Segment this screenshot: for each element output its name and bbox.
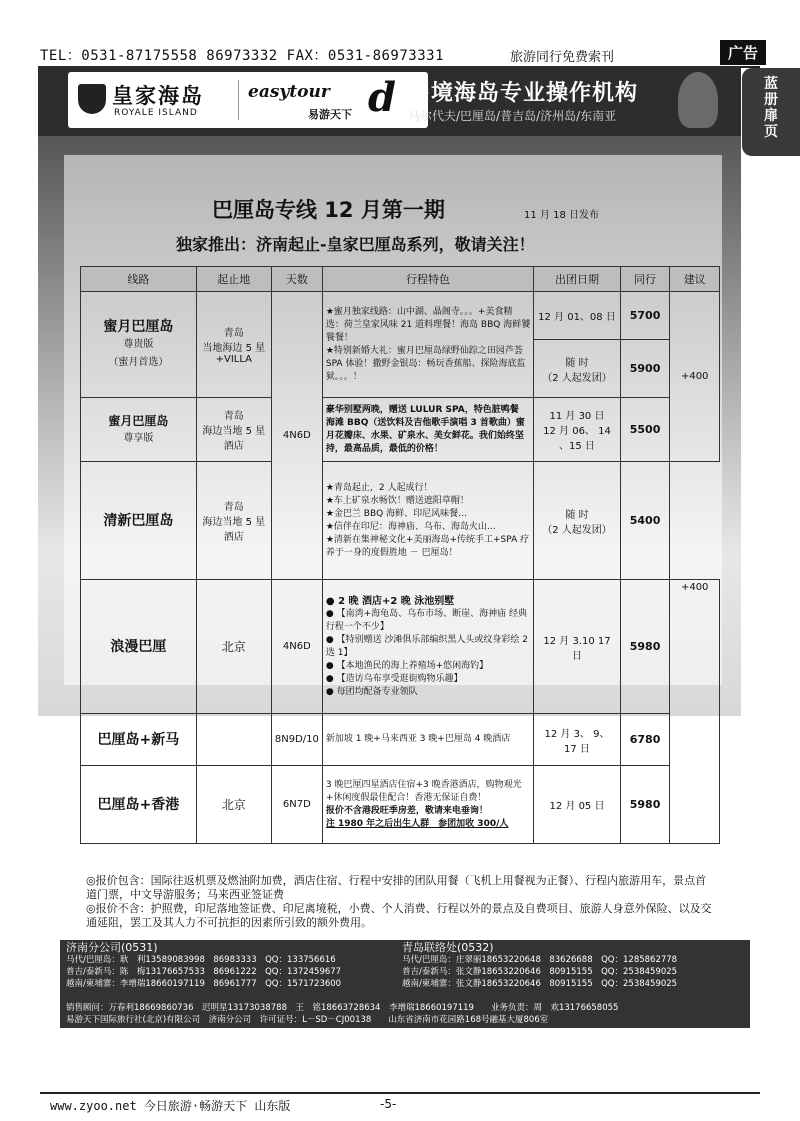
feature-line: ● 【造访乌布享受逛街购物乐趣】 [325,673,463,684]
feature-line: 新加坡 1 晚+马来西亚 3 晚+巴厘岛 4 晚酒店 [325,734,511,744]
header-features: 行程特色 [322,267,533,292]
table-row [81,714,720,766]
routes-table [80,266,720,844]
feature-line: ★金巴兰 BBQ 海鲜、印尼风味餐… [325,508,468,519]
contact-line: 越南/柬埔寨：张文静18653220646 80915155 QQ：2538459025 [402,979,678,989]
price-notes [86,874,716,930]
ad-label: 广告 [720,40,766,65]
feature-line: ★信伴在印尼：海神庙、乌布、海岛火山… [325,521,496,532]
route-price: 5900 [620,340,670,398]
excluded-note: ◎报价不含：护照费，印尼落地签证费、印尼离境税，小费、个人消费、行程以外的景点及自费项目、旅游人身意外保险、以及交通延阻，罢工及其人力不可抗拒的因素所引致的额外费用。 [86,902,712,929]
route-dates: 12 月 05 日 [534,766,620,844]
route-price: 5980 [620,580,670,714]
phone-fax: TEL：0531-87175558 86973332 FAX：0531-86973331 [40,48,445,64]
publish-date: 11 月 18 日发布 [524,210,599,221]
subtitle: 独家推出：济南起止-皇家巴厘岛系列，敬请关注！ [176,235,535,254]
table-row [81,580,720,714]
table-header [81,267,720,292]
route-price: 5700 [620,292,670,340]
route-origin: 北京 [196,766,271,844]
feature-line: 报价不含港段旺季房差，敬请来电垂询！ [325,805,488,816]
route-name: 巴厘岛+香港 [81,766,197,844]
logo-box [68,72,428,128]
route-name [81,398,197,462]
contact-bottom [66,1002,618,1026]
header-dates: 出团日期 [534,267,620,292]
qingdao-contacts [402,942,677,990]
contact-line: 越南/柬埔寨：李增瑞18660197119 86961777 QQ：1571723600 [66,979,342,989]
route-name: 浪漫巴厘 [81,580,197,714]
header-route: 线路 [81,267,197,292]
sales-line: 销售顾问：万春利18669860736 迟明星13173038788 王 铭18663728634 李增瑞18660197119 业务负责：周 欢13176658055 [66,1003,619,1013]
feature-line: ★特别新婚大礼：蜜月巴厘岛绿野仙踪之田园芦荟 SPA 体验！撒野金银岛：畅玩香蕉船、探险海底监狱。。。！ [325,345,526,382]
route-origin: 青岛 海边当地 5 星酒店 [196,462,271,580]
route-origin: 青岛 海边当地 5 星酒店 [196,398,271,462]
footer [40,1092,760,1114]
route-sub: 尊贵版 [123,338,154,350]
route-name [81,292,197,398]
route-title: 蜜月巴厘岛 [108,413,169,428]
route-days: 4N6D [271,292,322,580]
feature-line: ● 【南湾+海龟岛、乌布市场、断崖、海神庙 经典行程一个不少】 [325,608,527,632]
brand-header [38,66,741,136]
feature-line: 豪华别墅两晚，赠送 LULUR SPA，特色脏鸭餐 海滩 BBQ（送饮料及吉他歌手演唱 3 首歌曲）蜜月花瓣床、水果、矿泉水、美女鲜花。我们始终坚持，最高品质，最低的价格！ [325,404,525,454]
destinations: 马尔代夫/巴厘岛/普吉岛/济州岛/东南亚 [408,109,617,123]
route-price: 5400 [620,462,670,580]
logo-divider [238,80,239,120]
contact-line: 普吉/泰新马：张文静18653220646 80915155 QQ：2538459025 [402,967,678,977]
contact-line: 普吉/泰新马：陈 梅13176657533 86961222 QQ：1372459677 [66,967,342,977]
route-dates: 12 月 01、08 日 [534,292,620,340]
jinan-title: 济南分公司(0531) [66,941,158,954]
company-line: 易游天下国际旅行社(北京)有限公司 济南分公司 许可证号：L－SD－CJ00138 山东省济南市花园路168号融基大厦806室 [66,1015,549,1025]
feature-line: ★车上矿泉水畅饮！赠送遮阳草帽！ [325,495,469,506]
route-features [322,766,533,844]
footer-url: www.zyoo.net 今日旅游·畅游天下 山东版 [50,1099,291,1113]
contact-line: 马代/巴厘岛：庄翠丽18653220648 83626688 QQ：1285862778 [402,955,678,965]
feature-line: 注 1980 年之后出生人群 参团加收 300/人 [325,818,509,829]
buddha-icon [678,72,718,128]
page-number: -5- [380,1097,397,1111]
side-tab-label: 蓝册扉页 [764,76,778,140]
feature-line: ● 【本地渔民的海上养殖场+悠闲海钓】 [325,660,489,671]
table-row [81,398,720,462]
d-logo-icon: d [368,74,396,121]
route-dates: 12 月 3.10 17 日 [534,580,620,714]
route-price: 5980 [620,766,670,844]
feature-line: ● 【特别赠送 沙滩俱乐部编织黑人头或纹身彩绘 2 选 1】 [325,634,529,658]
header-origin: 起止地 [196,267,271,292]
header-price: 同行 [620,267,670,292]
route-days: 6N7D [271,766,322,844]
contact-block [60,940,750,1028]
route-origin [196,714,271,766]
table-row [81,462,720,580]
route-features [322,580,533,714]
jinan-contacts [66,942,341,990]
route-name: 清新巴厘岛 [81,462,197,580]
route-dates: 11 月 30 日 12 月 06、 14 、15 日 [534,398,620,462]
logo-cn: 皇家海岛 [112,84,204,108]
included-note: ◎报价包含：国际往返机票及燃油附加费，酒店住宿、行程中安排的团队用餐（飞机上用餐视为正餐）、行程内旅游用车，景点首道门票，中文导游服务；马来西亚签证费 [86,874,707,901]
contact-line: 马代/巴厘岛：耿 利13589083998 86983333 QQ：133756616 [66,955,336,965]
route-features [322,714,533,766]
route-days: 8N9D/10 [271,714,322,766]
easytour-cn: 易游天下 [308,108,352,121]
route-name: 巴厘岛+新马 [81,714,197,766]
feature-line: ● 每团均配备专业领队 [325,686,418,697]
headline: 出境海岛专业操作机构 [408,81,639,106]
header-days: 天数 [271,267,322,292]
feature-line: ● 2 晚 酒店+2 晚 泳池别墅 [325,595,455,607]
page-title: 巴厘岛专线 12 月第一期 [212,198,445,222]
table-row [81,292,720,340]
easytour-logo: easytour [248,82,330,102]
feature-line: 3 晚巴厘四星酒店住宿+3 晚香港酒店，购物观光+休闲度假最佳配合！香港无保证自费！ [325,779,522,803]
route-dates: 随 时 （2 人起发团） [534,340,620,398]
shield-icon [78,84,106,114]
route-suggest: +400 [670,292,720,462]
route-days: 4N6D [271,580,322,714]
route-origin: 北京 [196,580,271,714]
logo-en: ROYALE ISLAND [114,108,198,118]
route-features [322,462,533,580]
route-dates: 12 月 3、 9、 17 日 [534,714,620,766]
feature-line: ★青岛起止，2 人起成行！ [325,482,433,493]
header-suggest: 建议 [670,267,720,292]
route-suggest: +400 [670,580,720,844]
feature-line: ★蜜月独家线路：山中湖、晶阁寺。。。+美食精选：荷兰皇家风味 21 道料理餐！海岛 BBQ 海鲜饕餮餐！ [325,306,531,343]
route-sub: 尊享版 [123,432,154,444]
route-features [322,292,533,398]
route-origin: 青岛 当地海边 5 星+VILLA [196,292,271,398]
route-title: 蜜月巴厘岛 [103,318,174,335]
qingdao-title: 青岛联络处(0532) [402,941,494,954]
slogan: 旅游同行免费索刊 [510,50,615,65]
route-sub: （蜜月首选） [108,356,169,368]
route-price: 5500 [620,398,670,462]
route-price: 6780 [620,714,670,766]
side-tab [742,68,800,156]
feature-line: ★清新在集神秘文化+美丽海岛+传统手工+SPA 疗养于一身的度假胜地 － 巴厘岛！ [325,534,530,558]
top-bar [40,44,760,68]
route-dates: 随 时 （2 人起发团） [534,462,620,580]
table-row [81,766,720,844]
route-features [322,398,533,462]
